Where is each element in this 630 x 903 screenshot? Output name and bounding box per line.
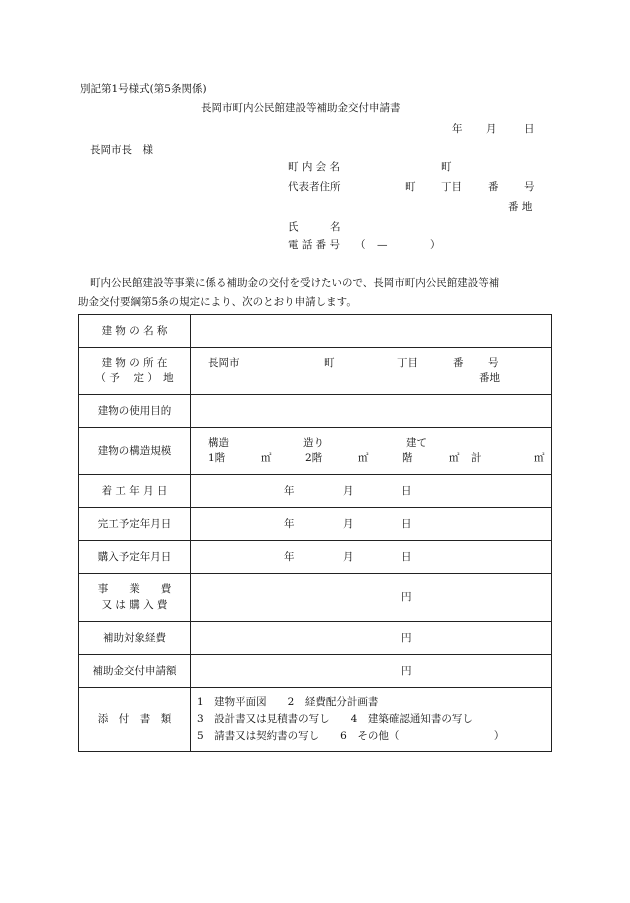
- attachments-field: [191, 688, 552, 752]
- label-cell: [79, 655, 191, 688]
- building-location-field[interactable]: [191, 348, 552, 395]
- row-attachments: [79, 688, 552, 752]
- label-cell: [79, 622, 191, 655]
- chonaikai-suffix: 町: [441, 161, 452, 173]
- structure-label: 建物の構造規模: [97, 445, 172, 457]
- label-cell: [79, 574, 191, 622]
- building-purpose-field[interactable]: [191, 395, 552, 428]
- rep-address-machi: 町: [405, 181, 416, 193]
- target-cost-label: 補助対象経費: [103, 632, 166, 644]
- purchase-date-field[interactable]: [191, 541, 552, 574]
- label-cell: [79, 315, 191, 348]
- request-amount-label: 補助金交付申請額: [92, 665, 177, 677]
- label-cell: [79, 541, 191, 574]
- structure-date: 建て: [406, 437, 427, 449]
- addressee: 長岡市長 様: [90, 144, 153, 156]
- application-table: [78, 314, 552, 752]
- structure-m2-3: ㎡: [449, 452, 460, 464]
- phone-dash: —: [377, 239, 388, 251]
- target-cost-field[interactable]: [191, 622, 552, 655]
- complete-date-label: 完工予定年月日: [97, 518, 172, 530]
- rep-address-label: 代表者住所: [288, 181, 341, 193]
- label-cell: [79, 508, 191, 541]
- rep-address-ban: 番: [488, 181, 499, 193]
- location-machi: 町: [324, 357, 335, 369]
- structure-m2-1: ㎡: [261, 452, 272, 464]
- complete-year: 年: [284, 518, 295, 530]
- row-building-name: [79, 315, 552, 348]
- purchase-date-label: 購入予定年月日: [97, 551, 172, 563]
- chonaikai-label: 町 内 会 名: [288, 161, 341, 173]
- row-project-cost: [79, 574, 552, 622]
- complete-month: 月: [343, 518, 354, 530]
- row-purchase-date: [79, 541, 552, 574]
- phone-label: 電 話 番 号: [288, 239, 341, 251]
- label-cell: [79, 428, 191, 475]
- project-cost-field[interactable]: [191, 574, 552, 622]
- rep-address-banchi: 番 地: [508, 201, 533, 213]
- structure-zukuri: 造り: [303, 437, 324, 449]
- location-label-2: （ 予 定 ） 地: [95, 372, 174, 384]
- building-name-field[interactable]: [191, 315, 552, 348]
- cost-label-2: 又 は 購 入 費: [101, 599, 168, 611]
- start-month: 月: [343, 485, 354, 497]
- row-building-purpose: [79, 395, 552, 428]
- phone-close: ）: [430, 239, 441, 251]
- purchase-day: 日: [401, 551, 412, 563]
- location-ban: 番: [453, 357, 464, 369]
- label-cell: [79, 348, 191, 395]
- row-target-cost: [79, 622, 552, 655]
- label-cell: [79, 395, 191, 428]
- purpose-label: 建物の使用目的: [97, 405, 172, 417]
- cost-yen: 円: [401, 591, 412, 603]
- date-day: 日: [524, 123, 535, 135]
- name-label: 氏 名: [288, 221, 341, 233]
- label-cell: [79, 688, 191, 752]
- target-yen: 円: [401, 632, 412, 644]
- structure-kozo: 構造: [208, 437, 229, 449]
- date-month: 月: [486, 123, 497, 135]
- location-chome: 丁目: [397, 357, 418, 369]
- row-start-date: [79, 475, 552, 508]
- form-number: 別記第1号様式(第5条関係): [80, 83, 207, 95]
- attachment-line-3: 5 請書又は契約書の写し 6 その他（ ）: [197, 730, 505, 742]
- intro-line-2: 助金交付要綱第5条の規定により、次のとおり申請します。: [78, 296, 357, 308]
- date-year: 年: [452, 123, 463, 135]
- cost-label-1: 事 業 費: [97, 583, 172, 595]
- structure-m2-4: ㎡: [534, 452, 545, 464]
- row-complete-date: [79, 508, 552, 541]
- document-title: 長岡市町内公民館建設等補助金交付申請書: [201, 102, 401, 114]
- phone-open: （: [355, 239, 366, 251]
- request-yen: 円: [401, 665, 412, 677]
- rep-address-chome: 丁目: [441, 181, 462, 193]
- start-year: 年: [284, 485, 295, 497]
- location-label-1: 建 物 の 所 在: [101, 357, 168, 369]
- structure-m2-2: ㎡: [358, 452, 369, 464]
- label-cell: [79, 475, 191, 508]
- attachments-label: 添 付 書 類: [97, 713, 172, 725]
- row-building-structure: [79, 428, 552, 475]
- attachment-line-2: 3 設計書又は見積書の写し 4 建築確認通知書の写し: [197, 713, 473, 725]
- purchase-month: 月: [343, 551, 354, 563]
- start-day: 日: [401, 485, 412, 497]
- start-date-label: 着 工 年 月 日: [101, 485, 168, 497]
- complete-date-field[interactable]: [191, 508, 552, 541]
- rep-address-go: 号: [524, 181, 535, 193]
- row-building-location: [79, 348, 552, 395]
- purchase-year: 年: [284, 551, 295, 563]
- request-amount-field[interactable]: [191, 655, 552, 688]
- structure-floor2: 2階: [305, 452, 323, 464]
- row-request-amount: [79, 655, 552, 688]
- intro-line-1: 町内公民館建設等事業に係る補助金の交付を受けたいので、長岡市町内公民館建設等補: [90, 277, 500, 289]
- attachment-line-1: 1 建物平面図 2 経費配分計画書: [197, 696, 379, 708]
- structure-floor1: 1階: [208, 452, 226, 464]
- complete-day: 日: [401, 518, 412, 530]
- start-date-field[interactable]: [191, 475, 552, 508]
- location-city: 長岡市: [208, 357, 240, 369]
- building-structure-field[interactable]: [191, 428, 552, 475]
- structure-kai: 階: [402, 452, 413, 464]
- location-go: 号: [488, 357, 499, 369]
- building-name-label: 建 物 の 名 称: [101, 325, 168, 337]
- location-banchi: 番地: [479, 372, 500, 384]
- structure-total: 計: [471, 452, 482, 464]
